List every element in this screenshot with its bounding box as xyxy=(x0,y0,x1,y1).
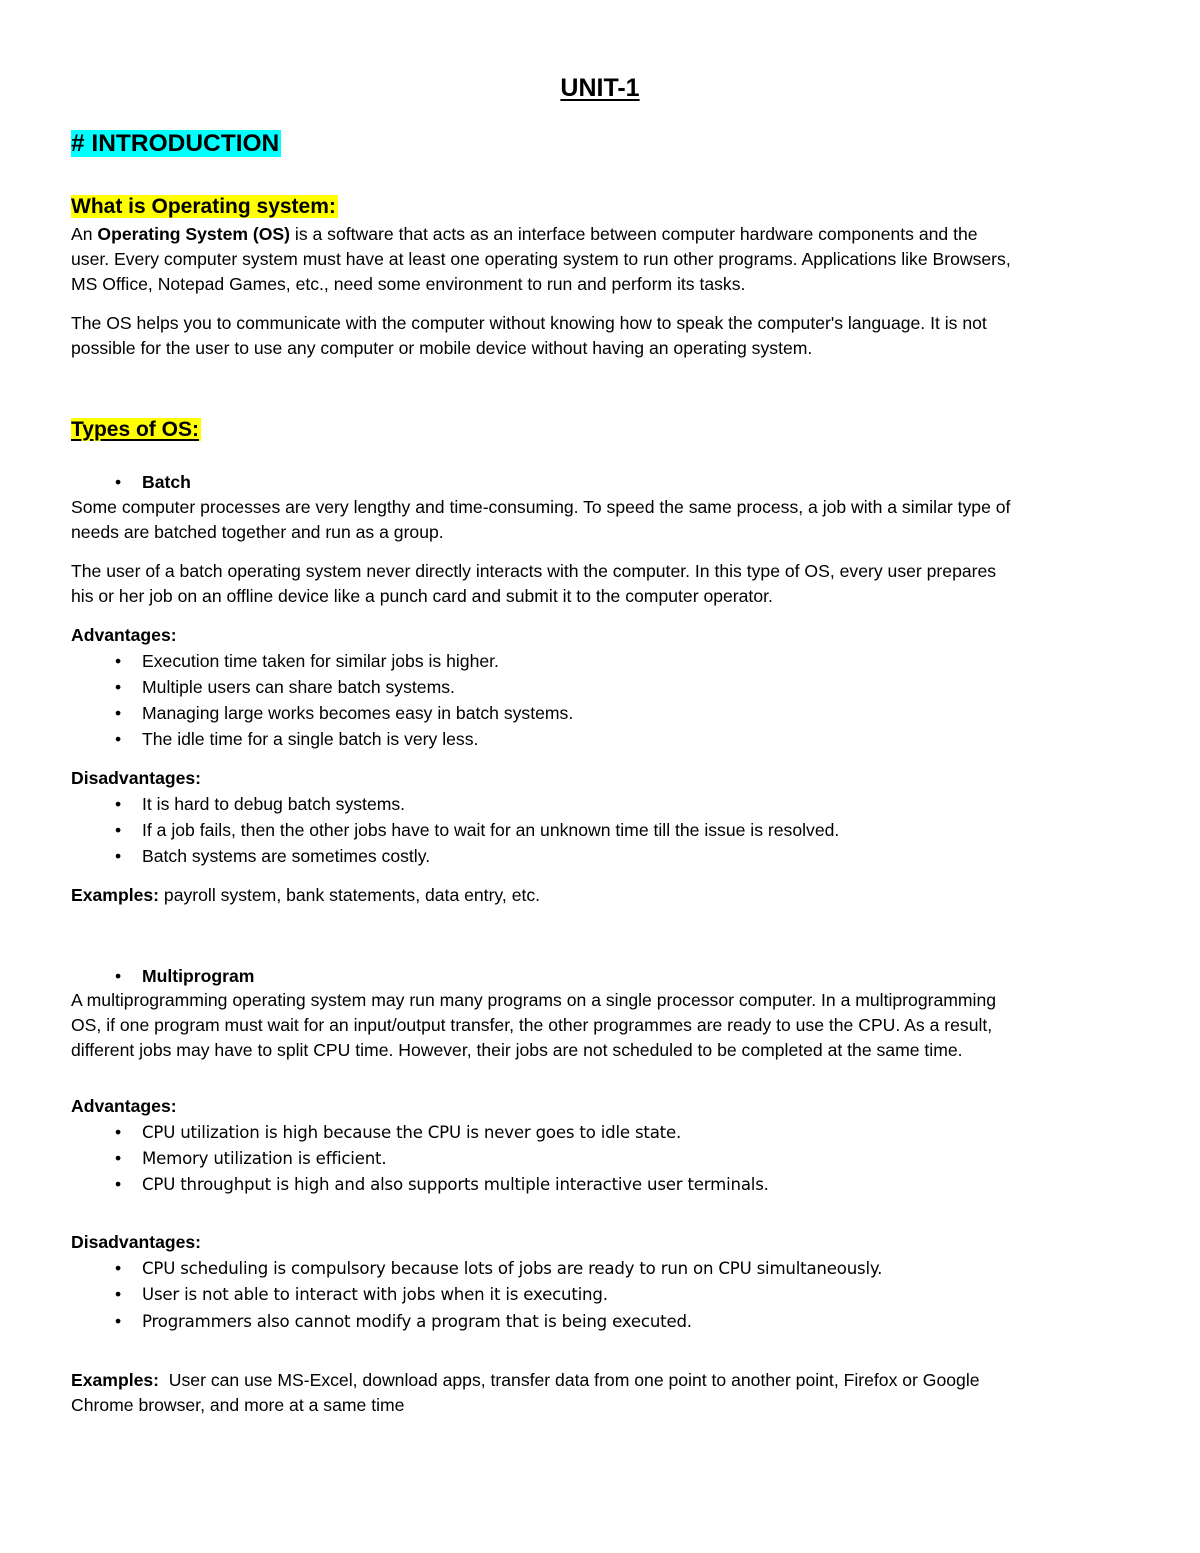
batch-examples-text: payroll system, bank statements, data entry, etc. xyxy=(159,885,541,905)
batch-examples-label: Examples: xyxy=(71,885,160,905)
list-item-text: User is not able to interact with jobs when it is executing. xyxy=(142,1285,608,1304)
list-item-text: Multiple users can share batch systems. xyxy=(142,677,455,697)
what-is-heading xyxy=(71,195,338,219)
list-item-text: Batch systems are sometimes costly. xyxy=(142,846,431,866)
bullet-icon: • xyxy=(115,677,122,697)
multiprogram-disadvantages-label: Disadvantages: xyxy=(71,1232,202,1252)
multiprogram-paragraph-line-3: different jobs may have to split CPU time. However, their jobs are not scheduled to be completed at the same time. xyxy=(71,1040,963,1060)
list-item-text: Execution time taken for similar jobs is higher. xyxy=(142,651,499,671)
bullet-icon: • xyxy=(115,651,122,671)
bullet-icon: • xyxy=(115,846,122,866)
batch-disadvantages-label: Disadvantages: xyxy=(71,768,202,788)
list-item-text: It is hard to debug batch systems. xyxy=(142,794,406,814)
os-paragraph-line-1: The OS helps you to communicate with the computer without knowing how to speak the computer's language. It is not xyxy=(71,313,987,333)
multiprogram-examples-text: User can use MS-Excel, download apps, transfer data from one point to another point, Firefox or Google xyxy=(159,1370,980,1390)
batch-paragraph-1-line-1: Some computer processes are very lengthy and time-consuming. To speed the same process, a job with a similar type of xyxy=(71,497,1011,517)
multiprogram-paragraph-line-1: A multiprogramming operating system may run many programs on a single processor computer. In a multiprogramming xyxy=(71,990,997,1010)
definition-line-1 xyxy=(71,222,1131,247)
definition-term: Operating System (OS) xyxy=(97,224,291,244)
definition-text: is a software that acts as an interface between computer hardware components and the xyxy=(290,224,978,244)
list-item-text: Memory utilization is efficient. xyxy=(142,1149,387,1168)
list-item-text: Managing large works becomes easy in batch systems. xyxy=(142,703,574,723)
multiprogram-examples-label: Examples: xyxy=(71,1370,160,1390)
os-paragraph-line-2: possible for the user to use any computer or mobile device without having an operating system. xyxy=(71,338,813,358)
multiprogram-advantages-label: Advantages: xyxy=(71,1096,177,1116)
what-is-heading-text: What is Operating system: xyxy=(71,195,336,218)
list-item-text: CPU utilization is high because the CPU is never goes to idle state. xyxy=(142,1123,682,1142)
multiprogram-examples-line-2: Chrome browser, and more at a same time xyxy=(71,1395,405,1415)
batch-examples xyxy=(71,883,1131,908)
list-item-text: CPU scheduling is compulsory because lots of jobs are ready to run on CPU simultaneously. xyxy=(142,1259,883,1278)
list-item-text: Programmers also cannot modify a program that is being executed. xyxy=(142,1312,692,1331)
batch-paragraph-2-line-1: The user of a batch operating system never directly interacts with the computer. In this type of OS, every user prepares xyxy=(71,561,997,581)
batch-paragraph-2-line-2: his or her job on an offline device like a punch card and submit it to the computer operator. xyxy=(71,586,773,606)
page-title: UNIT-1 xyxy=(560,74,640,102)
definition-text: An xyxy=(71,224,98,244)
types-heading xyxy=(71,418,201,442)
bullet-icon: • xyxy=(115,794,122,814)
bullet-icon: • xyxy=(115,703,122,723)
definition-line-3: MS Office, Notepad Games, etc., need some environment to run and perform its tasks. xyxy=(71,274,746,294)
list-item-text: If a job fails, then the other jobs have to wait for an unknown time till the issue is resolved. xyxy=(142,820,840,840)
bullet-icon: • xyxy=(115,472,122,492)
bullet-icon: • xyxy=(115,820,122,840)
types-heading-text: Types of OS: xyxy=(71,418,199,441)
bullet-icon: • xyxy=(115,1122,122,1142)
bullet-icon: • xyxy=(115,1311,122,1331)
intro-heading-text: # INTRODUCTION xyxy=(71,130,280,157)
multiprogram-paragraph-line-2: OS, if one program must wait for an input/output transfer, the other programmes are ready to use the CPU. As a result, xyxy=(71,1015,993,1035)
bullet-icon: • xyxy=(115,1258,122,1278)
multiprogram-examples-line-1 xyxy=(71,1368,1131,1393)
list-item-text: CPU throughput is high and also supports multiple interactive user terminals. xyxy=(142,1175,769,1194)
batch-paragraph-1-line-2: needs are batched together and run as a group. xyxy=(71,522,444,542)
intro-heading xyxy=(71,130,281,158)
bullet-icon: • xyxy=(115,1284,122,1304)
bullet-icon: • xyxy=(115,1148,122,1168)
batch-advantages-label: Advantages: xyxy=(71,625,177,645)
batch-title: Batch xyxy=(142,472,191,492)
bullet-icon: • xyxy=(115,966,122,986)
definition-line-2: user. Every computer system must have at least one operating system to run other programs. Applications like Browsers, xyxy=(71,249,1011,269)
bullet-icon: • xyxy=(115,729,122,749)
list-item-text: The idle time for a single batch is very less. xyxy=(142,729,479,749)
bullet-icon: • xyxy=(115,1174,122,1194)
multiprogram-title: Multiprogram xyxy=(142,966,255,986)
